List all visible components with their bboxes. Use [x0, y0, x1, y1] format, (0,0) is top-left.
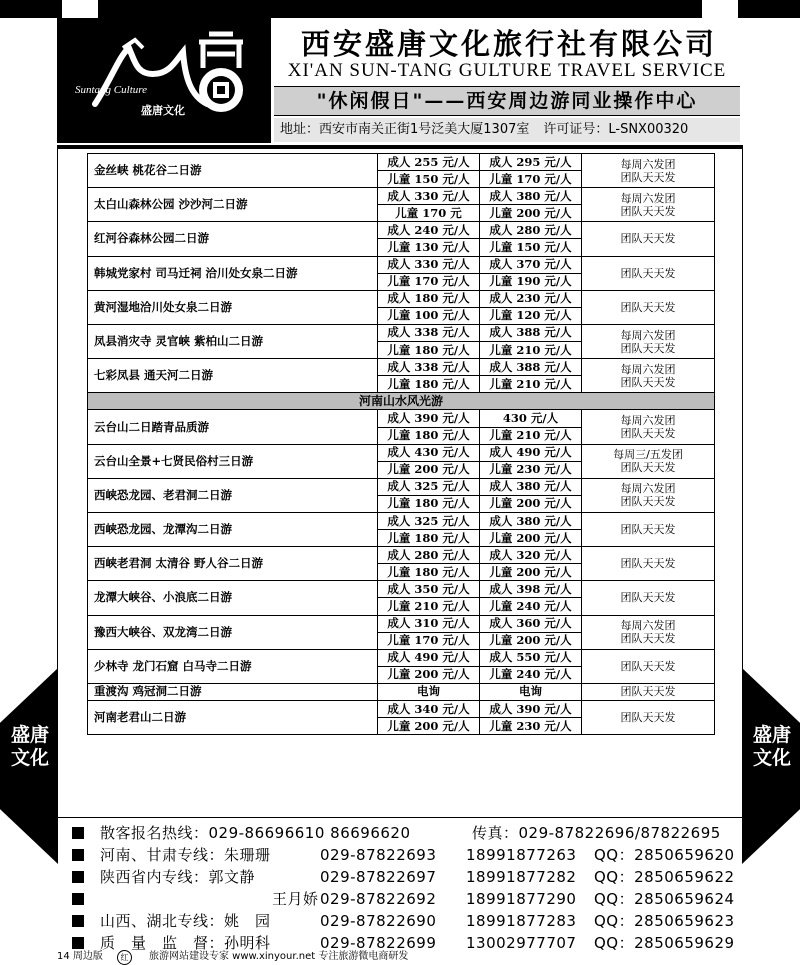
child-price: 儿童 180 元/人: [378, 564, 480, 581]
route-name: 龙潭大峡谷、小浪底二日游: [88, 581, 378, 615]
adult-price-alt: 成人 295 元/人: [480, 154, 582, 171]
inquiry-price: 电询: [378, 683, 480, 700]
child-price: 儿童 200 元/人: [378, 461, 480, 478]
adult-price: 成人 330 元/人: [378, 188, 480, 205]
contact-row: [72, 844, 742, 866]
child-price: 儿童 150 元/人: [378, 171, 480, 188]
table-row: [88, 324, 715, 341]
contact-mobile: 18991877282: [466, 868, 577, 886]
adult-price-alt: 成人 360 元/人: [480, 615, 582, 632]
child-price-alt: 儿童 200 元/人: [480, 564, 582, 581]
company-logo: [57, 18, 271, 143]
logo-english: Suntang Culture: [75, 84, 148, 96]
contact-qq: QQ：2850659622: [594, 868, 735, 886]
contact-phone: 029-87822692: [320, 890, 437, 908]
slogan-banner: "休闲假日"——西安周边游同业操作中心: [274, 86, 740, 116]
logo-chinese: 盛唐文化: [141, 104, 185, 117]
departure-note: 每周六发团 团队天天发: [582, 324, 715, 358]
departure-note: 团队天天发: [582, 256, 715, 290]
address: 地址：西安市南关正街1号泛美大厦1307室: [280, 122, 530, 137]
departure-note: 团队天天发: [582, 581, 715, 615]
route-name: 金丝峡 桃花谷二日游: [88, 154, 378, 188]
contact-label: 王月娇: [272, 890, 319, 908]
contact-row: [72, 866, 742, 888]
table-row: [88, 444, 715, 461]
departure-note: 每周六发团 团队天天发: [582, 410, 715, 444]
adult-price: 成人 255 元/人: [378, 154, 480, 171]
route-name: 韩城党家村 司马迁祠 洽川处女泉二日游: [88, 256, 378, 290]
contact-phone: 029-87822699: [320, 934, 437, 952]
child-price-alt: 儿童 170 元/人: [480, 171, 582, 188]
child-price: 儿童 180 元/人: [378, 376, 480, 393]
contact-label: 陕西省内专线：郭文静: [100, 868, 256, 886]
footer-text: 旅游网站建设专家 www.xinyour.net 专注旅游微电商研发: [149, 951, 409, 962]
section-header-row: [88, 393, 715, 410]
contact-phone: 029-87822693: [320, 846, 437, 864]
table-row: [88, 547, 715, 564]
child-price-alt: 儿童 240 元/人: [480, 666, 582, 683]
adult-price: 成人 310 元/人: [378, 615, 480, 632]
departure-note: 团队天天发: [582, 683, 715, 700]
section-title: 河南山水风光游: [88, 393, 715, 410]
contact-label: 河南、甘肃专线：朱珊珊: [100, 846, 271, 864]
address-bar: [274, 118, 740, 142]
table-row: [88, 615, 715, 632]
child-price: 儿童 170 元/人: [378, 632, 480, 649]
departure-note: 每周六发团 团队天天发: [582, 359, 715, 393]
table-row: [88, 478, 715, 495]
company-title-cn: 西安盛唐文化旅行社有限公司: [300, 27, 717, 61]
adult-price: 成人 490 元/人: [378, 649, 480, 666]
child-price: 儿童 130 元/人: [378, 239, 480, 256]
contact-list: [72, 822, 742, 954]
child-price-alt: 儿童 150 元/人: [480, 239, 582, 256]
footer-badge: 红: [117, 950, 132, 965]
child-price-alt: 儿童 190 元/人: [480, 273, 582, 290]
contact-qq: QQ：2850659624: [594, 890, 735, 908]
contact-phone: 029-87822690: [320, 912, 437, 930]
child-price: 儿童 180 元/人: [378, 427, 480, 444]
routes-table: [87, 153, 715, 735]
hotline: 散客报名热线：029-86696610 86696620: [100, 824, 411, 842]
logo-emblem: [57, 18, 271, 143]
departure-note: 团队天天发: [582, 512, 715, 546]
side-label-left: 盛唐文化: [10, 724, 49, 769]
child-price-alt: 儿童 210 元/人: [480, 342, 582, 359]
child-price: 儿童 170 元/人: [378, 273, 480, 290]
child-price: 儿童 210 元/人: [378, 598, 480, 615]
adult-price-alt: 430 元/人: [480, 410, 582, 427]
table-row: [88, 410, 715, 427]
adult-price: 成人 338 元/人: [378, 359, 480, 376]
adult-price-alt: 成人 280 元/人: [480, 222, 582, 239]
child-price-alt: 儿童 210 元/人: [480, 376, 582, 393]
route-name: 云台山二日踏青品质游: [88, 410, 378, 444]
departure-note: 团队天天发: [582, 290, 715, 324]
child-price-alt: 儿童 240 元/人: [480, 598, 582, 615]
child-price-alt: 儿童 120 元/人: [480, 307, 582, 324]
departure-note: 每周六发团 团队天天发: [582, 154, 715, 188]
route-name: 七彩凤县 通天河二日游: [88, 359, 378, 393]
adult-price: 成人 240 元/人: [378, 222, 480, 239]
table-row: [88, 649, 715, 666]
route-name: 黄河湿地洽川处女泉二日游: [88, 290, 378, 324]
page-number: 14 周边版: [57, 951, 103, 962]
departure-note: 每周六发团 团队天天发: [582, 188, 715, 222]
contact-row: [72, 910, 742, 932]
adult-price-alt: 成人 370 元/人: [480, 256, 582, 273]
table-row: [88, 683, 715, 700]
bullet-square-icon: [72, 915, 84, 927]
route-name: 云台山全景+七贤民俗村三日游: [88, 444, 378, 478]
adult-price: 成人 180 元/人: [378, 290, 480, 307]
route-name: 红河谷森林公园二日游: [88, 222, 378, 256]
adult-price: 成人 390 元/人: [378, 410, 480, 427]
contact-label: 山西、湖北专线：姚 园: [100, 912, 271, 930]
child-price: 儿童 100 元/人: [378, 307, 480, 324]
adult-price: 成人 350 元/人: [378, 581, 480, 598]
adult-price: 成人 430 元/人: [378, 444, 480, 461]
hotline-row: [72, 822, 742, 844]
table-row: [88, 256, 715, 273]
adult-price-alt: 成人 380 元/人: [480, 512, 582, 529]
child-price-alt: 儿童 200 元/人: [480, 495, 582, 512]
contact-mobile: 18991877263: [466, 846, 577, 864]
contact-mobile: 18991877290: [466, 890, 577, 908]
bullet-square-icon: [72, 827, 84, 839]
route-name: 西峡恐龙园、龙潭沟二日游: [88, 512, 378, 546]
contact-qq: QQ：2850659620: [594, 846, 735, 864]
adult-price: 成人 330 元/人: [378, 256, 480, 273]
bullet-square-icon: [72, 893, 84, 905]
route-name: 河南老君山二日游: [88, 701, 378, 735]
route-name: 太白山森林公园 沙沙河二日游: [88, 188, 378, 222]
adult-price: 成人 325 元/人: [378, 512, 480, 529]
top-bar: [0, 0, 800, 18]
route-name: 少林寺 龙门石窟 白马寺二日游: [88, 649, 378, 683]
side-label-right: 盛唐文化: [752, 724, 791, 769]
adult-price: 成人 338 元/人: [378, 324, 480, 341]
table-row: [88, 701, 715, 718]
child-price: 儿童 180 元/人: [378, 495, 480, 512]
adult-price-alt: 成人 388 元/人: [480, 359, 582, 376]
contact-phone: 029-87822697: [320, 868, 437, 886]
table-row: [88, 290, 715, 307]
child-price-alt: 儿童 200 元/人: [480, 530, 582, 547]
adult-price: 成人 325 元/人: [378, 478, 480, 495]
contact-mobile: 13002977707: [466, 934, 577, 952]
route-name: 凤县消灾寺 灵官峡 紫柏山二日游: [88, 324, 378, 358]
contact-row: [72, 888, 742, 910]
table-row: [88, 154, 715, 171]
contact-label: 质 量 监 督：孙明科: [100, 934, 271, 952]
child-price-alt: 儿童 230 元/人: [480, 461, 582, 478]
adult-price-alt: 成人 398 元/人: [480, 581, 582, 598]
table-row: [88, 188, 715, 205]
adult-price: 成人 340 元/人: [378, 701, 480, 718]
route-name: 豫西大峡谷、双龙湾二日游: [88, 615, 378, 649]
child-price-alt: 儿童 200 元/人: [480, 632, 582, 649]
adult-price-alt: 成人 380 元/人: [480, 188, 582, 205]
child-price: 儿童 180 元/人: [378, 530, 480, 547]
child-price-alt: 儿童 230 元/人: [480, 718, 582, 735]
child-price: 儿童 200 元/人: [378, 666, 480, 683]
adult-price-alt: 成人 388 元/人: [480, 324, 582, 341]
adult-price-alt: 成人 230 元/人: [480, 290, 582, 307]
bullet-square-icon: [72, 871, 84, 883]
departure-note: 团队天天发: [582, 222, 715, 256]
departure-note: 每周六发团 团队天天发: [582, 615, 715, 649]
inquiry-price-alt: 电询: [480, 683, 582, 700]
departure-note: 每周六发团 团队天天发: [582, 478, 715, 512]
bullet-square-icon: [72, 937, 84, 949]
table-row: [88, 359, 715, 376]
route-name: 重渡沟 鸡冠洞二日游: [88, 683, 378, 700]
table-row: [88, 581, 715, 598]
route-name: 西峡老君洞 太清谷 野人谷二日游: [88, 547, 378, 581]
company-title-en: XI'AN SUN-TANG GULTURE TRAVEL SERVICE: [287, 60, 727, 81]
route-name: 西峡恐龙园、老君洞二日游: [88, 478, 378, 512]
contact-qq: QQ：2850659629: [594, 934, 735, 952]
adult-price-alt: 成人 490 元/人: [480, 444, 582, 461]
departure-note: 团队天天发: [582, 547, 715, 581]
adult-price-alt: 成人 380 元/人: [480, 478, 582, 495]
departure-note: 团队天天发: [582, 701, 715, 735]
contact-mobile: 18991877283: [466, 912, 577, 930]
child-price: 儿童 200 元/人: [378, 718, 480, 735]
license-number: 许可证号：L-SNX00320: [543, 122, 689, 137]
fax: 传真：029-87822696/87822695: [472, 824, 721, 842]
adult-price-alt: 成人 550 元/人: [480, 649, 582, 666]
child-price: 儿童 180 元/人: [378, 342, 480, 359]
child-price-alt: 儿童 210 元/人: [480, 427, 582, 444]
bullet-square-icon: [72, 849, 84, 861]
adult-price: 成人 280 元/人: [378, 547, 480, 564]
adult-price-alt: 成人 320 元/人: [480, 547, 582, 564]
adult-price-alt: 成人 390 元/人: [480, 701, 582, 718]
departure-note: 团队天天发: [582, 649, 715, 683]
departure-note: 每周三/五发团 团队天天发: [582, 444, 715, 478]
child-price: 儿童 170 元: [378, 205, 480, 222]
contact-qq: QQ：2850659623: [594, 912, 735, 930]
child-price-alt: 儿童 200 元/人: [480, 205, 582, 222]
table-row: [88, 512, 715, 529]
table-row: [88, 222, 715, 239]
